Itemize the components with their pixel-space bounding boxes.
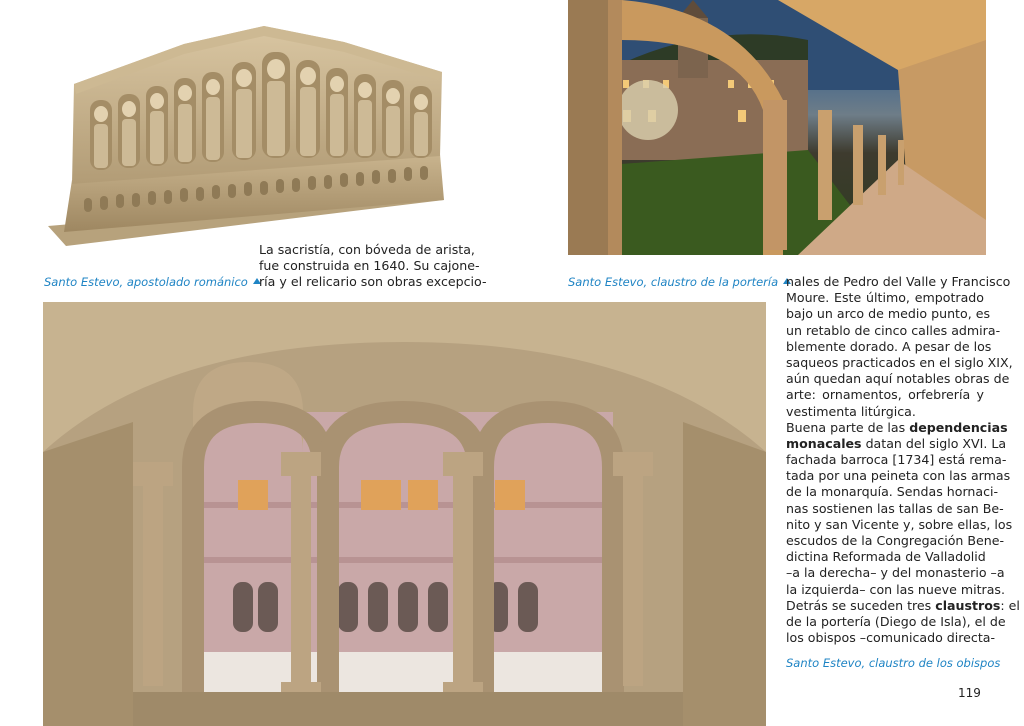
text-line: nas sostienen las tallas de san Be- bbox=[786, 500, 1004, 516]
text-line: –a la derecha– y del monasterio –a bbox=[786, 565, 1005, 581]
caption-obispos: Santo Estevo, claustro de los obispos bbox=[786, 656, 1001, 670]
caption-porteria: Santo Estevo, claustro de la portería bbox=[568, 275, 791, 289]
body-text-right bbox=[786, 274, 1020, 646]
text-line: fachada barroca [1734] está rema- bbox=[786, 452, 1007, 468]
text-line: aún quedan aquí notables obras de bbox=[786, 371, 1010, 387]
text-line: de la portería (Diego de Isla), el de bbox=[786, 613, 1006, 629]
text-line: arte: ornamentos, orfebrería y bbox=[786, 387, 984, 403]
text-line: Buena parte de las dependencias bbox=[786, 419, 1008, 435]
text-line: nales de Pedro del Valle y Francisco bbox=[786, 274, 1011, 289]
text-line: escudos de la Congregación Bene- bbox=[786, 533, 1005, 548]
bold-term: dependencias bbox=[909, 419, 1008, 435]
text-line: ría y el relicario son obras excepcio- bbox=[259, 274, 487, 290]
text-line: saqueos practicados en el siglo XIX, bbox=[786, 354, 1013, 370]
text-line: un retablo de cinco calles admira- bbox=[786, 322, 1001, 338]
caption-apostolado: Santo Estevo, apostolado románico bbox=[44, 275, 261, 289]
relief-apostolado-image bbox=[44, 14, 450, 250]
text-line: fue construida en 1640. Su cajone- bbox=[259, 258, 480, 274]
text-line: dictina Reformada de Valladolid bbox=[786, 549, 986, 565]
text-line: La sacristía, con bóveda de arista, bbox=[259, 242, 475, 257]
text-line: de la monarquía. Sendas hornaci- bbox=[786, 484, 999, 500]
page-number: 119 bbox=[958, 686, 981, 700]
bold-term: monacales bbox=[786, 435, 862, 451]
text-line: blemente dorado. A pesar de los bbox=[786, 338, 992, 354]
text-line: monacales datan del siglo XVI. La bbox=[786, 435, 1007, 451]
text-line: los obispos –comunicado directa- bbox=[786, 630, 996, 646]
text-line: Detrás se suceden tres claustros: el bbox=[786, 597, 1020, 613]
text-line: Moure. Este último, empotrado bbox=[786, 290, 984, 306]
body-text-left bbox=[259, 242, 487, 291]
bold-term: claustros bbox=[935, 597, 1001, 613]
claustro-porteria-image bbox=[568, 0, 986, 255]
text-line: la izquierda– con las nueve mitras. bbox=[786, 581, 1005, 597]
text-line: nito y san Vicente y, sobre ellas, los bbox=[786, 516, 1013, 532]
text-line: tada por una peineta con las armas bbox=[786, 468, 1011, 484]
claustro-obispos-image bbox=[43, 302, 766, 726]
text-line: vestimenta litúrgica. bbox=[786, 403, 916, 419]
text-line: bajo un arco de medio punto, es bbox=[786, 306, 991, 322]
